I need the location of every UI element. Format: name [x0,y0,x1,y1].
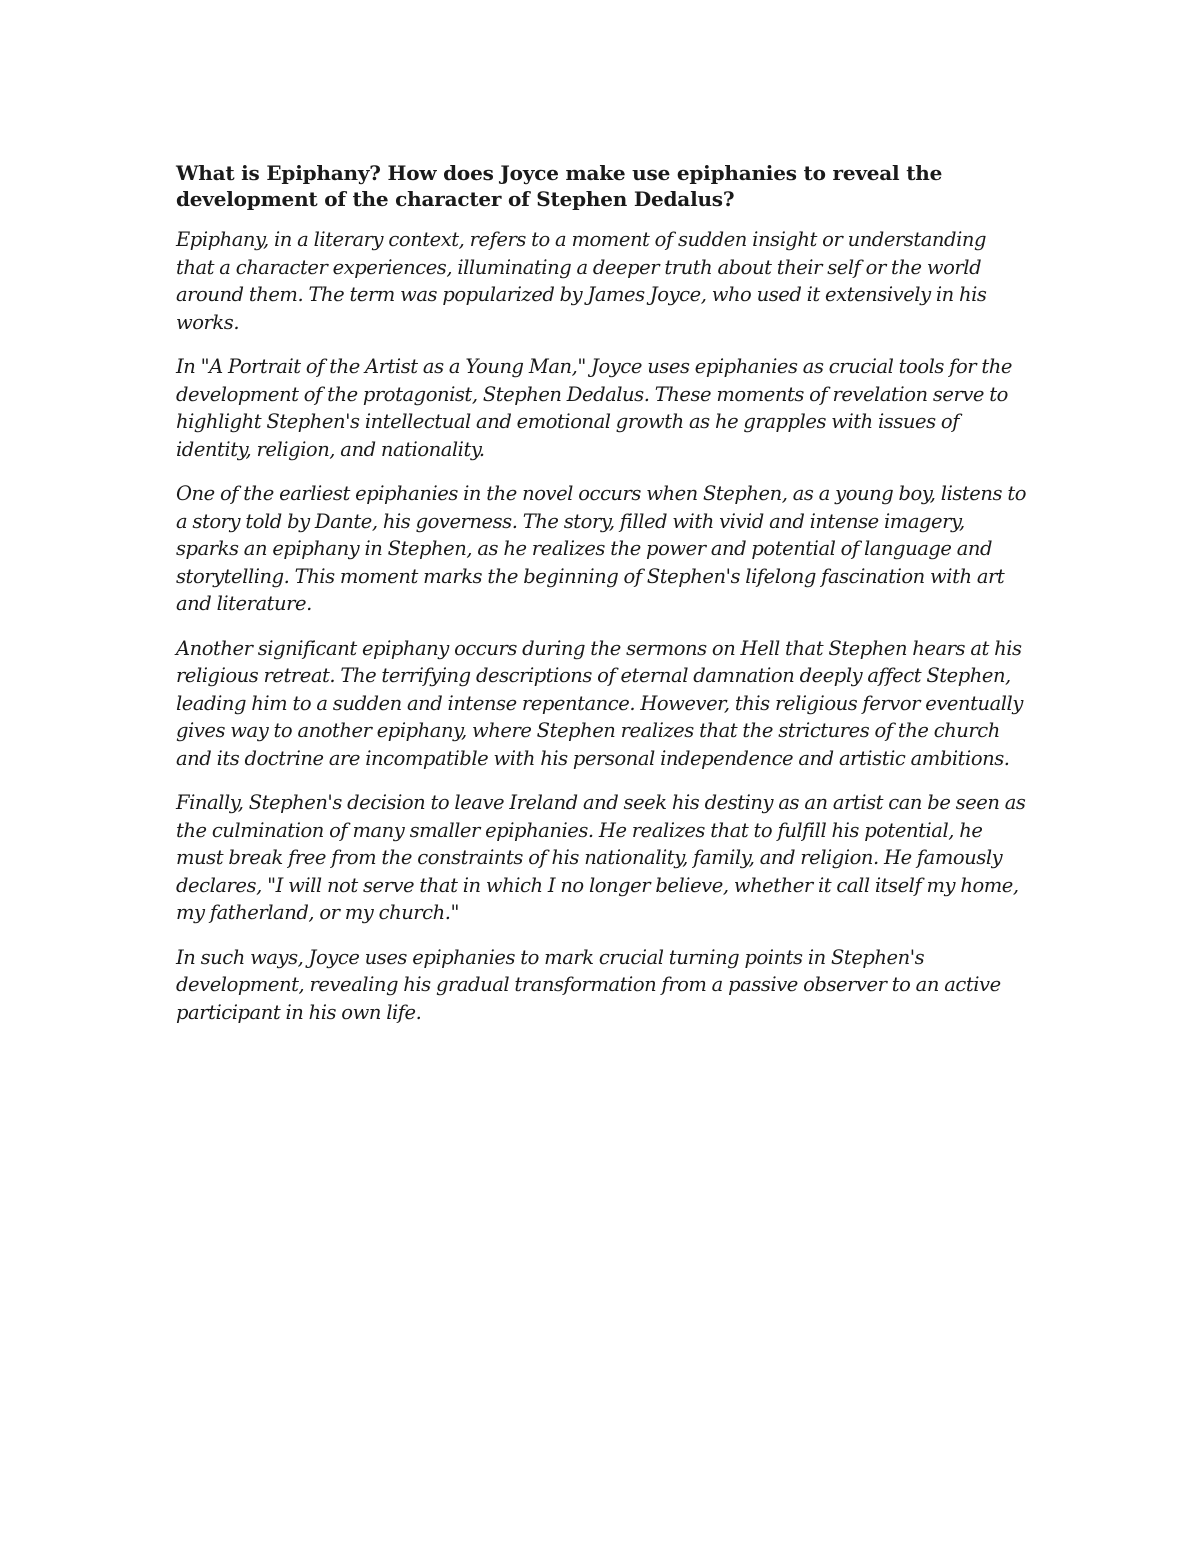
paragraph-portrait: In "A Portrait of the Artist as a Young Man," Joyce uses epiphanies as crucial tools for the development of the protagonist, Stephen Dedalus. These moments of revelation serve to highlight Stephen's intellectual and emotional growth as he grapples with issues of identity, religion, and nationality. [176,355,1012,461]
document-body [176,160,1026,1043]
paragraph-sermons-epiphany: Another significant epiphany occurs during the sermons on Hell that Stephen hears at his religious retreat. The terrifying descriptions of eternal damnation deeply affect Stephen, leading him to a sudden and intense repentance. However, this religious fervor eventually gives way to another epiphany, where Stephen realizes that the strictures of the church and its doctrine are incompatible with his personal independence and artistic ambitions. [176,636,1023,770]
document-title: What is Epiphany? How does Joyce make use epiphanies to reveal the development of the character of Stephen Dedalus? [176,161,943,211]
paragraph-leaving-ireland: Finally, Stephen's decision to leave Ireland and seek his destiny as an artist can be seen as the culmination of many smaller epiphanies. He realizes that to fulfill his potential, he must break free from the constraints of his nationality, family, and religion. He famously declares, "I will not serve that in which I no longer believe, whether it call itself my home, my fatherland, or my church." [176,791,1026,924]
paragraph-conclusion: In such ways, Joyce uses epiphanies to mark crucial turning points in Stephen's development, revealing his gradual transformation from a passive observer to an active participant in his own life. [176,945,1001,1024]
paragraph-earliest-epiphany: One of the earliest epiphanies in the novel occurs when Stephen, as a young boy, listens to a story told by Dante, his governess. The story, filled with vivid and intense imagery, sparks an epiphany in Stephen, as he realizes the power and potential of language and storytelling. This moment marks the beginning of Stephen's lifelong fascination with art and literature. [176,482,1026,615]
paragraph-definition: Epiphany, in a literary context, refers to a moment of sudden insight or understanding that a character experiences, illuminating a deeper truth about their self or the world around them. The term was popularized by James Joyce, who used it extensively in his works. [176,228,987,334]
